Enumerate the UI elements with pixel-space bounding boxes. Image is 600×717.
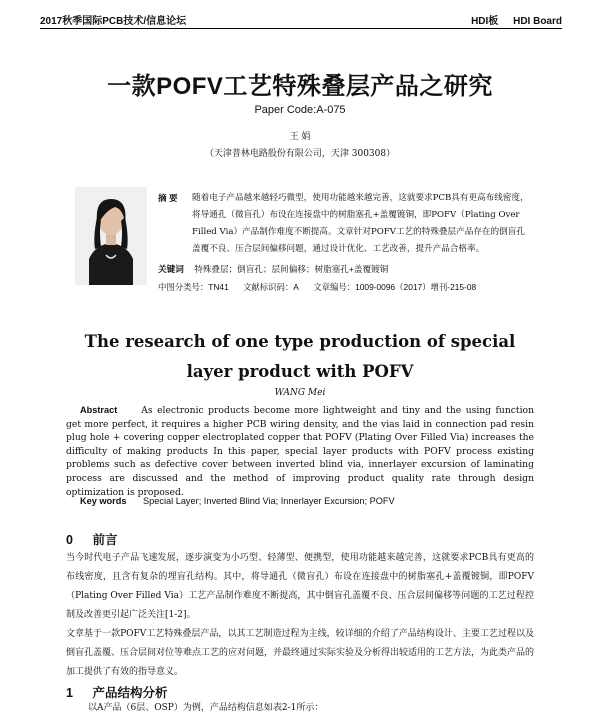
keywords-cn bbox=[158, 263, 388, 275]
section-0-title: 前言 bbox=[92, 533, 118, 547]
header-left: 2017秋季国际PCB技术/信息论坛 bbox=[40, 15, 187, 27]
abstract-cn-label: 摘 要 bbox=[158, 193, 178, 203]
abstract-cn-text: 随着电子产品越来越轻巧微型，使用功能越来越完善，这就要求PCB具有更高布线密度，将导通孔（微盲孔）布设在连接盘中的树脂塞孔+盖覆镀铜，即POFV（Plating Over Filled Via）产品制作难度不断提高。文章针对POFV工艺的特殊叠层产品存在的倒盲孔盖覆不良、压合层间偏移问题，通过设计优化、工艺改善，提升产品合格率。 bbox=[192, 193, 529, 254]
section-0-number: 0 bbox=[66, 533, 73, 547]
document-code: 文献标识码：A bbox=[243, 282, 299, 292]
header-right bbox=[459, 12, 562, 27]
paper-code: Paper Code:A-075 bbox=[254, 104, 346, 116]
author-photo-image bbox=[75, 187, 147, 285]
section-1-number: 1 bbox=[66, 686, 73, 700]
abstract-cn bbox=[158, 190, 532, 258]
keywords-en-label: Key words bbox=[80, 496, 127, 506]
author-cn: 王 娟 bbox=[289, 132, 311, 142]
classification-line bbox=[158, 281, 488, 293]
article-number: 文章编号：1009-0096（2017）增刊-215-08 bbox=[313, 282, 477, 292]
section-1-title: 产品结构分析 bbox=[92, 686, 168, 700]
abstract-en bbox=[66, 404, 534, 499]
clc-number: 中图分类号：TN41 bbox=[158, 282, 229, 292]
section-1-paragraph-1: 以A产品（6层、OSP）为例，产品结构信息如表2-1所示： bbox=[88, 703, 324, 713]
keywords-en-text: Special Layer; Inverted Blind Via; Innerlayer Excursion; POFV bbox=[143, 496, 395, 506]
section-0-paragraph-2: 文章基于一款POFV工艺特殊叠层产品，以其工艺制造过程为主线，较详细的介绍了产品结构设计、主要工艺过程以及倒盲孔盖覆、压合层间对位等难点工艺的应对问题，并最终通过实际实验及分析得出较适用的工艺方法，为此类产品的加工提供了有效的指导意义。 bbox=[66, 629, 535, 677]
affiliation-cn: （天津普林电路股份有限公司，天津 300308） bbox=[204, 149, 396, 159]
header-right-2: HDI Board bbox=[513, 15, 562, 27]
header-right-1: HDI板 bbox=[471, 15, 499, 27]
section-0-paragraph-1: 当今时代电子产品飞速发展，逐步演变为小巧型、轻薄型、便携型，使用功能越来越完善，这就要求PCB具有更高的布线密度，且含有复杂的埋盲孔结构。其中，将导通孔（微盲孔）布设在连接盘中的树脂塞孔+盖覆镀铜，即POFV（Plating Over Filled Via）工艺产品制作难度不断提高，其中倒盲孔盖覆不良、压合层间偏移等问题的工艺过程控制及改善更引起广泛关注[1-2]。 bbox=[66, 553, 534, 620]
author-photo bbox=[75, 187, 147, 285]
keywords-cn-text: 特殊叠层；倒盲孔；层间偏移；树脂塞孔+盖覆镀铜 bbox=[194, 264, 389, 274]
running-header bbox=[40, 10, 562, 29]
title-en: The research of one type production of special layer product with POFV bbox=[84, 332, 516, 381]
title-cn: 一款POFV工艺特殊叠层产品之研究 bbox=[107, 73, 493, 100]
abstract-en-text: As electronic products become more lightweight and tiny and the using function get more perfect, it requires a higher PCB wiring density, and the vias laid in connection pad resin plug hole + covering copper electroplated copper that POFV (Plating Over Filled Via) increases the difficulty of making products In this paper, special layer products with POFV process existing problems such as defective cover between inverted blind via, innerlayer excursion of laminating process are discussed and the method of improving product quality rate through design optimization is proposed. bbox=[66, 405, 534, 498]
section-0-heading bbox=[66, 530, 117, 548]
keywords-en bbox=[80, 496, 395, 506]
section-1-heading bbox=[66, 683, 167, 701]
abstract-en-label: Abstract bbox=[80, 405, 118, 415]
author-en: WANG Mei bbox=[274, 388, 326, 398]
keywords-cn-label: 关键词 bbox=[158, 264, 184, 274]
